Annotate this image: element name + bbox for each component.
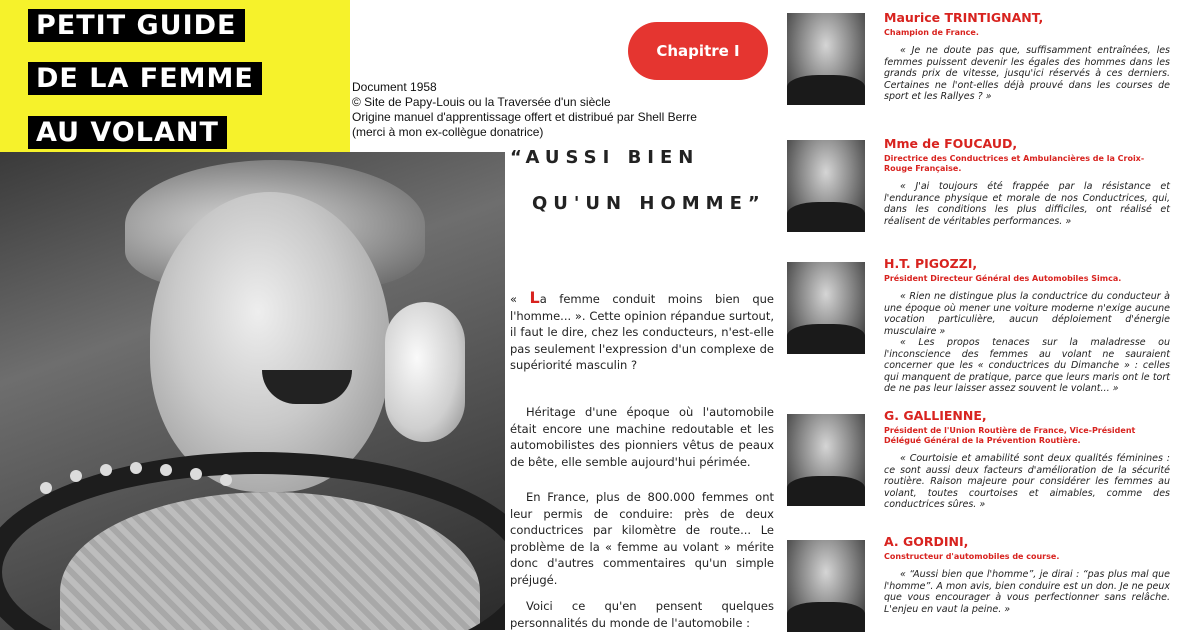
portrait-trintignant — [787, 13, 865, 105]
quote-text — [884, 569, 1170, 615]
photo-earmuff — [385, 302, 465, 442]
paragraph-text: a femme conduit moins bien que l'homme... ». Cette opinion répandue surtout, il faut le dire, chez les conducteurs, n'est-elle pas seulement l'expression d'un complexe de supériorité masculin ? — [510, 292, 774, 372]
quote-text — [884, 291, 1170, 395]
quote-block — [884, 10, 1170, 103]
portrait-gordini — [787, 540, 865, 632]
wheel-knob — [190, 468, 202, 480]
cover-title-line-3: AU VOLANT — [28, 116, 227, 149]
quote-author: A. GORDINI, — [884, 534, 969, 549]
quote-author: Mme de FOUCAUD, — [884, 136, 1018, 151]
drop-cap: L — [529, 288, 540, 307]
woman-at-wheel-photo — [0, 152, 505, 630]
quote-block — [884, 256, 1170, 395]
wheel-knob — [220, 474, 232, 486]
cover-banner — [0, 0, 350, 152]
quote-author: Maurice TRINTIGNANT, — [884, 10, 1044, 25]
quote-paragraph: « J'ai toujours été frappée par la résistance et l'endurance physique et morale de nos Conductrices, qui, dans les conditions les plus difficiles, ont réalisé et réalisent de véritables performances. » — [884, 181, 1170, 227]
quote-text — [884, 453, 1170, 511]
quote-role: Constructeur d'automobiles de course. — [884, 552, 1060, 561]
caption-line: Document 1958 — [352, 80, 437, 94]
quote-paragraph: « “Aussi bien que l'homme”, je dirai : “pas plus mal que l'homme”. A mon avis, bien conduire est un don. Je ne peux que vous encourager à vous perfectionner sans relâche. L'enjeu en vaut la peine. » — [884, 569, 1170, 615]
quote-role: Directrice des Conductrices et Ambulancières de la Croix-Rouge Française. — [884, 154, 1145, 173]
caption-line: Origine manuel d'apprentissage offert et distribué par Shell Berre — [352, 110, 697, 124]
article-paragraph: En France, plus de 800.000 femmes ont leur permis de conduire: près de deux conductrices par kilomètre de route... Le problème de la « femme au volant » mérite donc d'autres commentaires qu'un simple préjugé. — [510, 490, 774, 587]
wheel-knob — [40, 482, 52, 494]
quote-role: Président de l'Union Routière de France, Vice-Président Délégué Général de la Prévention Routière. — [884, 426, 1136, 445]
quote-block — [884, 136, 1170, 227]
portrait-gallienne — [787, 414, 865, 506]
quote-block — [884, 408, 1170, 511]
quote-role: Président Directeur Général des Automobiles Simca. — [884, 274, 1122, 283]
quote-role: Champion de France. — [884, 28, 979, 37]
headline-line-1: “AUSSI BIEN — [510, 147, 700, 168]
headline-line-2: QU'UN HOMME” — [532, 193, 766, 214]
quote-paragraph: « Rien ne distingue plus la conductrice du conducteur à une époque où mener une voiture moderne n'exige aucune vocation particulière, aucun déploiement d'énergie musculaire » — [884, 291, 1170, 337]
quote-paragraph: « Les propos tenaces sur la maladresse ou l'inconscience des femmes au volant ne sauraient concerner que les « conductrices du Dimanche » : celles qui manquent de pratique, parce que leurs maris ont le tort de ne pas leur laisser assez souvent le volant... » — [884, 337, 1170, 394]
wheel-knob — [70, 470, 82, 482]
quote-block — [884, 534, 1170, 615]
wheel-knob — [130, 462, 142, 474]
wheel-knob — [160, 464, 172, 476]
article-paragraph: Voici ce qu'en pensent quelques personnalités du monde de l'automobile : — [510, 599, 774, 630]
wheel-knob — [100, 464, 112, 476]
article-paragraph — [510, 290, 774, 374]
article-paragraph: Héritage d'une époque où l'automobile était encore une machine redoutable et les automobilistes des pionniers vêtus de peaux de bête, elle semble aujourd'hui périmée. — [510, 405, 774, 469]
portrait-pigozzi — [787, 262, 865, 354]
caption-line: (merci à mon ex-collègue donatrice) — [352, 125, 544, 139]
quote-paragraph: « Je ne doute pas que, suffisamment entraînées, les femmes puissent devenir les égales des hommes dans les grands prix de vitesse, jusqu'ici réservés à ces derniers. Certaines ne l'ont-elles déjà prouvé dans les courses de sport et les Rallyes ? » — [884, 45, 1170, 102]
quote-paragraph: « Courtoisie et amabilité sont deux qualités féminines : ce sont aussi deux facteurs d'amélioration de la sécurité routière. Raison majeure pour considérer les femmes au volant, toutes courtoises et aimables, comme des conductrices sûres. » — [884, 453, 1170, 510]
quote-author: H.T. PIGOZZI, — [884, 256, 978, 271]
portrait-foucaud — [787, 140, 865, 232]
source-caption — [352, 80, 697, 140]
quote-text — [884, 45, 1170, 103]
chapter-badge: Chapitre I — [628, 22, 768, 80]
caption-line: © Site de Papy-Louis ou la Traversée d'un siècle — [352, 95, 611, 109]
opening-quote: « — [510, 292, 530, 306]
cover-title-line-2: DE LA FEMME — [28, 62, 262, 95]
quote-text — [884, 181, 1170, 227]
quote-author: G. GALLIENNE, — [884, 408, 987, 423]
photo-face — [150, 192, 390, 492]
cover-title-line-1: PETIT GUIDE — [28, 9, 245, 42]
